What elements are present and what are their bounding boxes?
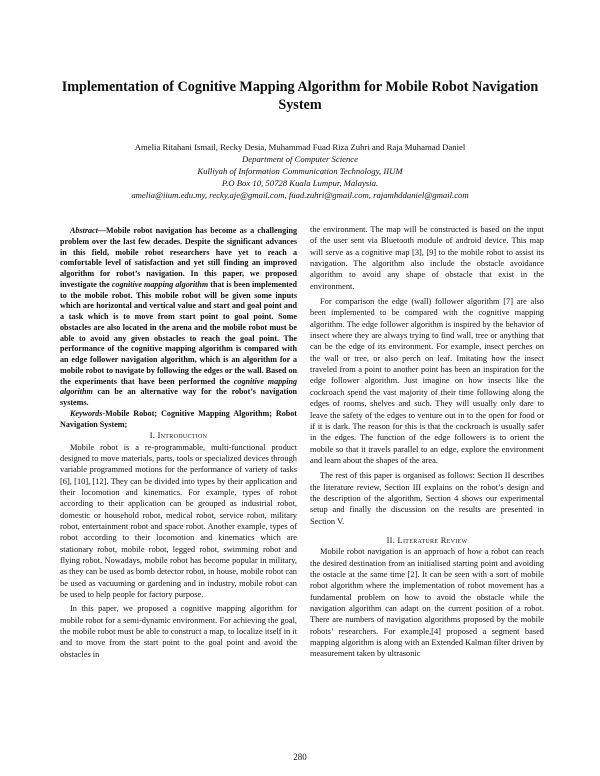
keywords-text: -Mobile Robot; Cognitive Mapping Algorithm; Robot Navigation System; (60, 408, 297, 429)
author-department: Department of Computer Science (241, 154, 359, 164)
section-title: Literature Review (397, 535, 468, 545)
abstract-text-1: —Mobile robot navigation has become as a challenging problem over the last few decades. Despite the significant advances in this field, mobile robot researchers have yet to reach a comfortable level of satisfaction and yet still finding an improved algorithm for robot’s navigation. In this paper, we proposed investigate the (60, 226, 297, 289)
author-faculty: Kulliyah of Information Communication Technology, IIUM (197, 166, 403, 176)
author-emails: amelia@iium.edu.my, recky.aje@gmail.com, fuad.zuhri@gmail.com, rajamhddaniel@gmail.com (131, 190, 469, 200)
abstract-lead: Abstract (70, 226, 98, 235)
keywords-lead: Keywords (70, 408, 103, 418)
section-number: II. (386, 535, 396, 545)
right-column (310, 224, 544, 660)
keywords (60, 409, 297, 431)
intro-paragraph-1: Mobile robot is a re-programmable, multi-functional product designed to move materials, parts, tools or specialized devices through variable programmed motions for the performance of variety of tasks [6], [10], [12]. They can be divided into types by their application and their locomotion and kinematics. For example, types of robot according to their application can be grouped as industrial robot, domestic or household robot, medical robot, service robot, military robot, entertainment robot and space robot. Another example, types of robot according to their locomotion and kinematics which are stationary robot, mobile robot, legged robot, swimming robot and flying robot. Nowadays, mobile robot has become popular in military, as they can be used as bomb detector robot, in house, mobile robot can be used as vacuuming or gardening and in industry, mobile robot can be used to help people for factory purpose. (60, 442, 297, 600)
left-column (60, 226, 297, 660)
abstract-text-3: can be an alternative way for the robot’s navigation systems. (60, 387, 297, 407)
page-number: 280 (293, 752, 307, 762)
author-block (40, 141, 560, 201)
author-names: Amelia Ritahani Ismail, Recky Desia, Muhammad Fuad Riza Zuhri and Raja Muhamad Daniel (134, 142, 466, 152)
section-number: I. (149, 431, 156, 441)
intro-paragraph-2: In this paper, we proposed a cognitive mapping algorithm for mobile robot for a semi-dynamic environment. For achieving the goal, the mobile robot must be able to construct a map, to localize itself in it and to move from the start point to the goal point and avoid the obstacles in (60, 604, 297, 659)
section-title: Introduction (157, 431, 208, 441)
author-address: P.O Box 10, 50728 Kuala Lumpur, Malaysia. (221, 178, 379, 188)
section-heading-literature-review (310, 535, 544, 546)
intro-paragraph-5: The rest of this paper is organised as follows: Section II describes the literature review, Section III explains on the robot’s design and the description of the algorithm, Section 4 shows our experimental setup and finally the discussion on the results are presented in Section V. (310, 471, 544, 526)
paper-title: Implementation of Cognitive Mapping Algorithm for Mobile Robot Navigation System (61, 79, 539, 113)
intro-paragraph-3: the environment. The map will be constructed is based on the input of the user sent via Bluetooth module of android device. This map will serve as a cognitive map [3], [9] to the mobile robot to assist its navigation. The algorithm also include the obstacle avoidance algorithm to avoid any shape of obstacle that exist in the environment. (310, 225, 544, 291)
abstract-text-2: that is been implemented to the mobile robot. This mobile robot will be given some inputs which are horizontal and vertical value and start and goal point and a task which is to move from start point to goal point. Some obstacles are also located in the arena and the mobile robot must be able to avoid any given obstacles to reach the goal point. The performance of the cognitive mapping algorithm is compared with an edge follower navigation algorithm, which is an algorithm for a mobile robot to navigate by following the edges or the wall. Based on the experiments that have been performed the (60, 279, 298, 386)
abstract (60, 226, 297, 409)
abstract-emphasis-2: cognitive mapping algorithm (60, 376, 298, 397)
literature-paragraph-1: Mobile robot navigation is an approach of how a robot can reach the desired destination from an initialised starting point and avoiding the ostacle at the same time [2]. It can be seen with a sort of mobile robot algorithm where the implementation of robot movement has a fundamental problem on how to avoid the obstacle while the navigation algorithm can adapt on the current position of a robot. There are numbers of navigation algorithms proposed by the mobile robots’ researchers. For example,[4] proposed a segment based mapping algorithm is along with an Extended Kalman filter driven by measurement taken by ultrasonic (310, 547, 544, 659)
section-heading-introduction (60, 430, 297, 441)
abstract-emphasis-1: cognitive mapping algorithm (111, 279, 209, 289)
intro-paragraph-4: For comparison the edge (wall) follower algorithm [7] are also been implemented to be compared with the cognitive mapping algorithm. The edge follower algorithm is inspired by the behavior of insect where they are always trying to find wall, tree or anything that can be the edge of its environment. For example, insect perches on the wall or tree, or also perch on leaf. Imitating how the insect traveled from a point to another point has been an inspiration for the edge follower algorithm. Just imagine on how insects like the cockroach spend the vast majority of their time following along the edges of rooms, shelves and such. They will usually only dare to leave the safety of the edges to venture out in to the open for food or if it is dark. The reason for this is that the cockroach is usually safer in the edges. The function of the edge followers is to orient the mobile so that it travels parallel to an edge, explore the environment and learn about the shapes of the area. (310, 297, 544, 465)
